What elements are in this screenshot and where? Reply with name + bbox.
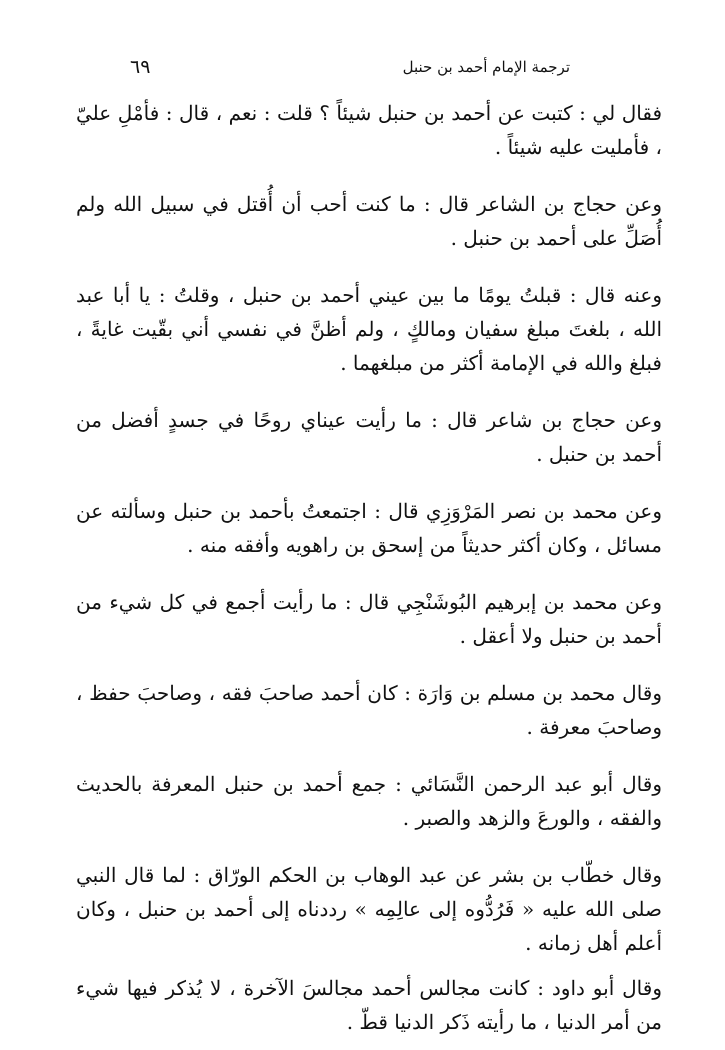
paragraph: وقال خطّاب بن بشر عن عبد الوهاب بن الحكم الورّاق : لما قال النبي صلى الله عليه « فَرُدُّوه إلى عالِمِه » رددناه إلى أحمد بن حنبل ، وكان أعلم أهل زمانه . (76, 863, 662, 955)
body-text (76, 96, 662, 1050)
running-title: ترجمة الإمام أحمد بن حنبل (402, 58, 570, 76)
paragraph: وعن حجاج بن الشاعر قال : ما كنت أحب أن أُقتل في سبيل الله ولم أُصَلِّ على أحمد بن حنبل . (76, 192, 662, 250)
paragraph: وعنه قال : قبلتُ يومًا ما بين عيني أحمد بن حنبل ، وقلتُ : يا أبا عبد الله ، بلغتَ مبلغ سفيان ومالكٍ ، ولم أظنَّ في نفسي أني بقّيت غايةً ، فبلغ والله في الإمامة أكثر من مبلغهما . (76, 283, 662, 375)
paragraph: وعن حجاج بن شاعر قال : ما رأيت عيناي روحًا في جسدٍ أفضل من أحمد بن حنبل . (76, 408, 662, 466)
paragraph: وقال أبو داود : كانت مجالس أحمد مجالسَ الآخرة ، لا يُذكر فيها شيء من أمر الدنيا ، ما رأيته ذَكر الدنيا قطّ . (76, 976, 662, 1034)
paragraph: وقال محمد بن مسلم بن وَارَة : كان أحمد صاحبَ فقه ، وصاحبَ حفظ ، وصاحبَ معرفة . (76, 681, 662, 739)
page-number: ٦٩ (130, 56, 151, 78)
paragraph: وقال أبو عبد الرحمن النَّسَائي : جمع أحمد بن حنبل المعرفة بالحديث والفقه ، والورعَ والزهد والصبر . (76, 772, 662, 830)
running-header (130, 58, 570, 88)
paragraph: وعن محمد بن إبرهيم البُوشَنْجِي قال : ما رأيت أجمع في كل شيء من أحمد بن حنبل ولا أعقل . (76, 590, 662, 648)
paragraph: فقال لي : كتبت عن أحمد بن حنبل شيئاً ؟ قلت : نعم ، قال : فأمْلِ عليّ ، فأمليت عليه شيئاً . (76, 101, 663, 159)
paragraph: وعن محمد بن نصر المَرْوَزِي قال : اجتمعتُ بأحمد بن حنبل وسألته عن مسائل ، وكان أكثر حديثاً من إسحق بن راهويه وأفقه منه . (76, 499, 662, 557)
